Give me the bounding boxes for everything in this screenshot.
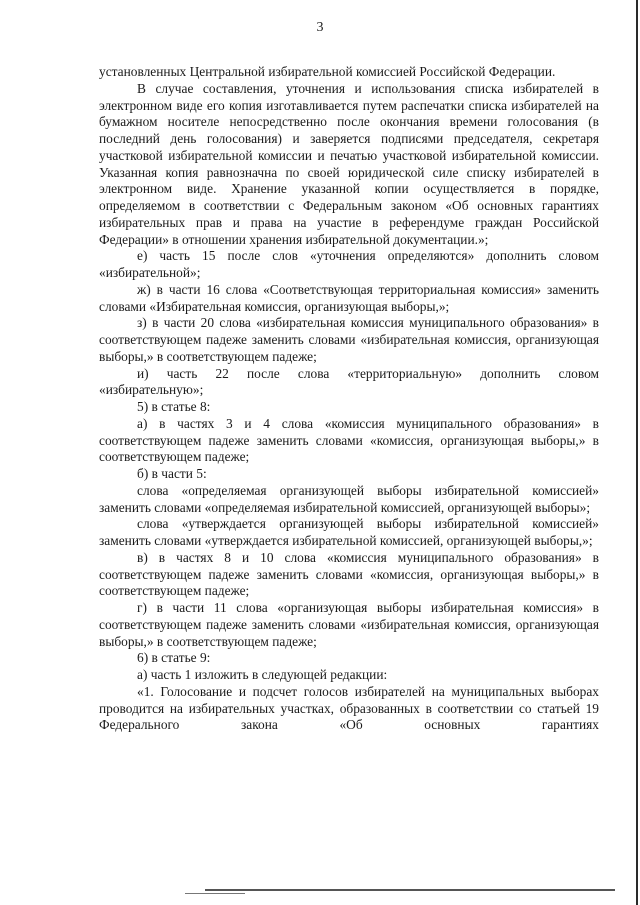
bottom-rule-short: [185, 893, 245, 894]
paragraph-9: б) в части 5:: [137, 466, 207, 481]
paragraph-1: установленных Центральной избирательной комиссией Российской Федерации.: [99, 64, 556, 79]
paragraph-8: а) в частях 3 и 4 слова «комиссия муниципального образования» в соответствующем падеже заменить словами «комиссия, организующая выборы,» в соответствующем падеже;: [99, 415, 599, 465]
paragraph-3: е) часть 15 после слов «уточнения определяются» дополнить словом «избирательной»;: [99, 248, 599, 280]
paragraph-2: В случае составления, уточнения и использования списка избирателей в электронном виде его копия изготавливается путем распечатки списка избирателей на бумажном носителе непосредственно после окончания времени голосования (в последний день голосования) и заверяется подписями председателя, секретаря участковой избирательной комиссии и печатью участковой избирательной комиссии. Указанная копия равнозначна по своей юридической силе списку избирателей в электронном виде. Хранение указанной копии осуществляется в порядке, определяемом в соответствии с Федеральным законом «Об основных гарантиях избирательных прав и права на участие в референдуме граждан Российской Федерации» в отношении хранения избирательной документации.»;: [99, 80, 599, 247]
paragraph-11: слова «утверждается организующей выборы избирательной комиссией» заменить словами «утверждается избирательной комиссией, организующей выборы,»;: [99, 516, 599, 548]
paragraph-12: в) в частях 8 и 10 слова «комиссия муниципального образования» в соответствующем падеже заменить словами «комиссия, организующая выборы,» в соответствующем падеже;: [99, 549, 599, 599]
paragraph-13: г) в части 11 слова «организующая выборы избирательная комиссия» в соответствующем падеже заменить словами «избирательная комиссия, организующая выборы,» в соответствующем падеже;: [99, 600, 599, 649]
bottom-rule: [205, 889, 615, 891]
paragraph-5: з) в части 20 слова «избирательная комиссия муниципального образования» в соответствующем падеже заменить словами «избирательная комиссия, организующая выборы,» в соответствующем падеже;: [99, 315, 599, 364]
page-number: 3: [316, 20, 324, 35]
paragraph-4: ж) в части 16 слова «Соответствующая территориальная комиссия» заменить словами «Избирательная комиссия, организующая выборы,»;: [99, 281, 599, 314]
document-body: [99, 64, 599, 734]
paragraph-14: 6) в статье 9:: [137, 650, 211, 666]
paragraph-10: слова «определяемая организующей выборы избирательной комиссией» заменить словами «определяемая избирательной комиссией, организующей выборы»;: [99, 482, 599, 515]
paragraph-15: а) часть 1 изложить в следующей редакции:: [137, 667, 388, 682]
paragraph-16: «1. Голосование и подсчет голосов избирателей на муниципальных выборах проводится на избирательных участках, образованных в соответствии со статьей 19 Федерального закона «Об основных гарантиях: [99, 683, 599, 733]
paragraph-6: и) часть 22 после слова «территориальную» дополнить словом «избирательную»;: [99, 365, 599, 398]
scan-edge: [636, 0, 638, 905]
paragraph-7: 5) в статье 8:: [137, 399, 211, 414]
